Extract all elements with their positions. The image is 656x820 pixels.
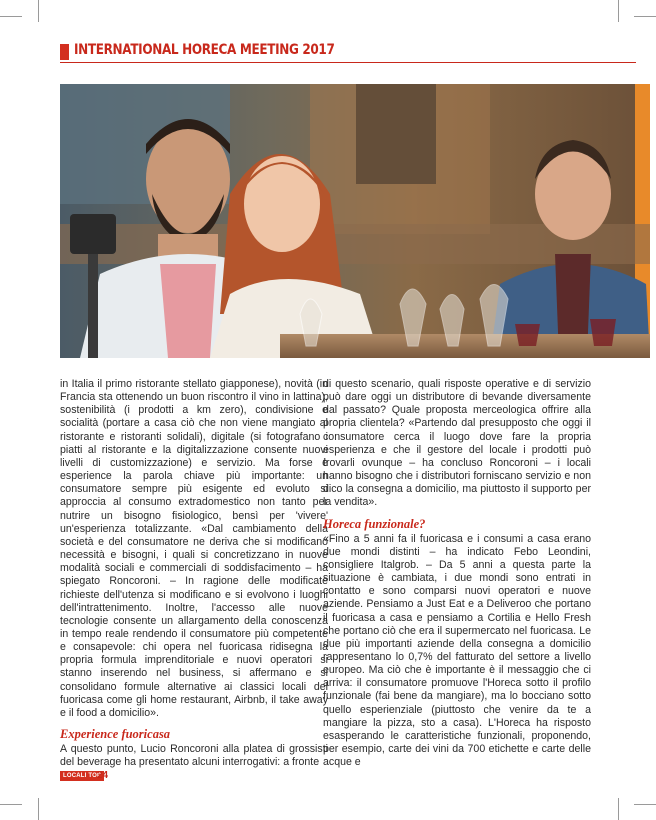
body-paragraph: di questo scenario, quali risposte operative e di servizio può dare oggi un distributore di bevande diversamente dal passato? Quale proposta merceologica offrire alla propria clientela? «Partendo dal presupposto che oggi il consumatore cerca il luogo dove fare la propria esperienza e che il gestore del locale i prodotti può trovarli ovunque – ha concluso Roncoroni – i locali hanno bisogno che i distributori forniscano servizio e non dico la consegna a domicilio, ma piuttosto il supporto per la vendita». [323,378,591,509]
text-column-right [323,378,591,769]
body-paragraph: in Italia il primo ristorante stellato giapponese), novità (in Francia sta ottenendo un buon riscontro il vino in lattina), sostenibilità (i prodotti a km zero), condivisione e socialità (portare a casa ciò che non viene mangiato al ristorante e ristoranti solidali), digitale (si fotografano i piatti al ristorante e la digitalizzazione consente nuovi livelli di customizzazione) e servizio. Ma forse è esperience la parola chiave più importante: un consumatore sempre più esigente ed evoluto si approccia al consumo extradomestico non tanto per nutrire un bisogno fisiologico, bensì per 'vivere' un'esperienza totalizzante. «Dal cambiamento della società e del consumatore ne deriva che si modificano necessità e bisogni, i quali si concretizzano in nuove modalità sociali e commerciali di soddisfacimento – ha spiegato Roncoroni. – In ragione delle modificate richieste dell'utenza si modificano e si evolvono i luoghi dell'intrattenimento. Inoltre, l'accesso alle nuove tecnologie consente un allargamento della conoscenza in tempo reale rendendo il consumatore più competente e consapevole: chi opera nel fuoricasa ridisegna la propria formula imprenditoriale e nuovi operatori si stanno inserendo nel business, si affermano e si consolidano formule alternative ai classici locali del fuoricasa come gli home restaurant, Airbnb, il take away e il food a domicilio». [60,378,328,719]
crop-mark [618,798,619,820]
body-paragraph: «Fino a 5 anni fa il fuoricasa e i consumi a casa erano due mondi distinti – ha indicato Febo Leondini, consigliere Italgrob. – Da 5 anni a questa parte la situazione è cambiata, i due mondi sono entrati in contatto e sono comparsi nuovi operatori e nuove aziende. Pensiamo a Just Eat e a Deliveroo che portano il fuoricasa a casa e pensiamo a Cortilia e Hello Fresh che portano ciò che era il supermercato nel fuoricasa. Le due più importanti aziende della consegna a domicilio rappresentano lo 0,7% del fatturato del settore a livello europeo. Ma ciò che è importante è il messaggio che ci arriva: il consumatore promuove l'Horeca sotto il profilo funzionale (fai bene da mangiare), ma lo bocciano sotto quello esperienziale (piuttosto che venire da te a mangiare la pizza, sto a casa). L'Horeca ha risposto esasperando le caratteristiche funzionali, proponendo, per esempio, carte dei vini da 700 etichette e carte delle acque e [323,532,591,769]
section-heading: Horeca funzionale? [323,516,426,531]
header-rule [60,62,636,63]
header-title: INTERNATIONAL HORECA MEETING 2017 [74,42,335,58]
header-accent-bar [60,44,69,60]
crop-mark [38,0,39,22]
text-column-left [60,378,328,769]
crop-mark [38,798,39,820]
page-number: 24 [97,770,109,781]
section-heading: Experience fuoricasa [60,727,171,742]
body-paragraph: A questo punto, Lucio Roncoroni alla platea di grossisti del beverage ha presentato alcuni interrogativi: a fronte [60,743,328,769]
crop-mark [618,0,619,22]
crop-mark [0,16,22,17]
feature-photo [60,84,650,358]
crop-mark [0,804,22,805]
crop-mark [634,16,656,17]
magazine-badge: LOCALI TOP [60,771,104,781]
crop-mark [634,804,656,805]
